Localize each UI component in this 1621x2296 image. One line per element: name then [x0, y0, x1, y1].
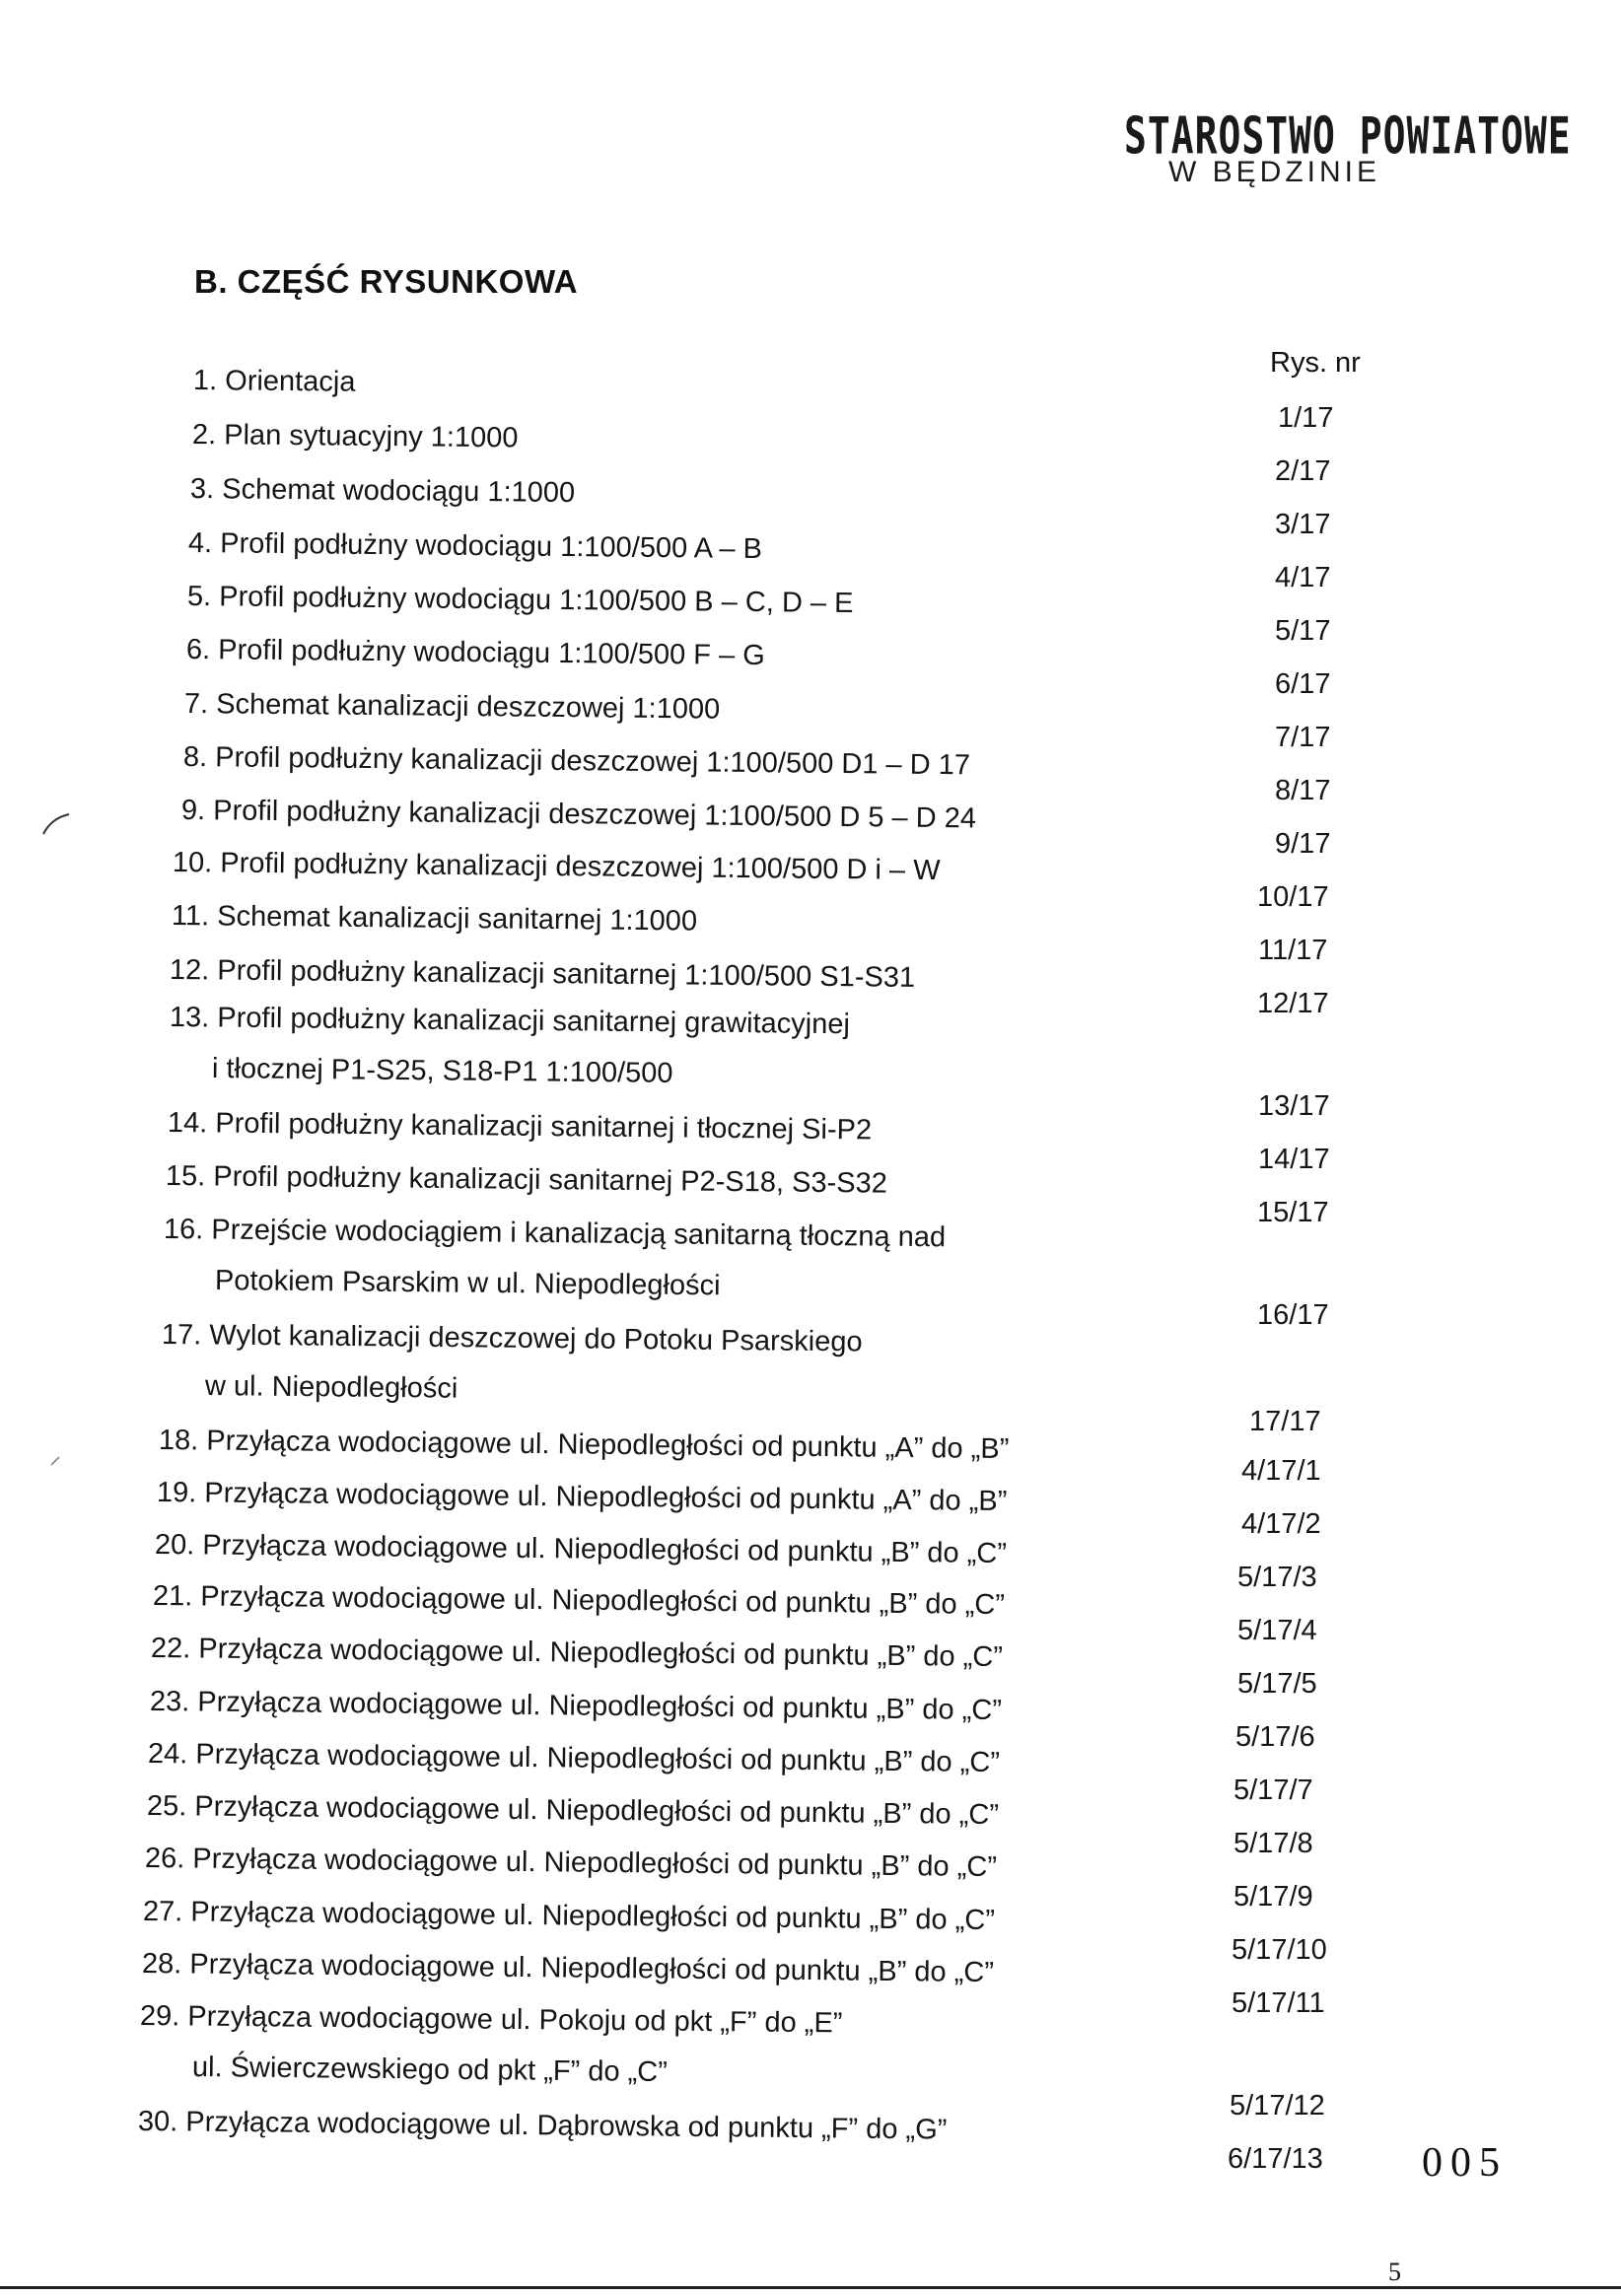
drawing-number: 5/17/3 [1237, 1562, 1317, 1593]
drawing-number: 5/17/10 [1232, 1934, 1327, 1966]
section-title: B. CZĘŚĆ RYSUNKOWA [194, 263, 579, 300]
drawing-number: 2/17 [1275, 455, 1331, 487]
drawing-list-item: 9. Profil podłużny kanalizacji deszczowej 1:100/500 D 5 – D 24 [180, 795, 977, 835]
drawing-number: 5/17 [1275, 615, 1331, 647]
drawing-list-item: 11. Schemat kanalizacji sanitarnej 1:1000 [171, 900, 698, 938]
drawing-list-item: 26. Przyłącza wodociągowe ul. Niepodległości od punktu „B” do „C” [144, 1843, 998, 1884]
drawing-number: 5/17/7 [1233, 1774, 1313, 1806]
stamp-office-city: W BĘDZINIE [1168, 156, 1381, 188]
drawing-list-item: 28. Przyłącza wodociągowe ul. Niepodległości od punktu „B” do „C” [141, 1948, 995, 1989]
drawing-list-item-continuation: w ul. Niepodległości [204, 1370, 458, 1405]
drawing-list-item: 30. Przyłącza wodociągowe ul. Dąbrowska od punktu „F” do „G” [137, 2106, 948, 2146]
drawing-list-item: 13. Profil podłużny kanalizacji sanitarnej grawitacyjnej [169, 1002, 851, 1041]
drawing-list-item: 7. Schemat kanalizacji deszczowej 1:1000 [183, 688, 721, 726]
drawing-list-item: 1. Orientacja [192, 365, 356, 398]
drawing-number: 4/17/1 [1241, 1455, 1321, 1487]
drawing-list-item: 5. Profil podłużny wodociągu 1:100/500 B – C, D – E [186, 581, 854, 620]
drawing-number: 12/17 [1257, 988, 1329, 1019]
drawing-list-item: 19. Przyłącza wodociągowe ul. Niepodległości od punktu „A” do „B” [156, 1477, 1008, 1518]
drawing-list-item: 16. Przejście wodociągiem i kanalizacją sanitarną tłoczną nad [163, 1214, 947, 1254]
drawing-list-item-continuation: i tłocznej P1-S25, S18-P1 1:100/500 [211, 1053, 673, 1089]
drawing-list-item: 21. Przyłącza wodociągowe ul. Niepodległości od punktu „B” do „C” [152, 1580, 1006, 1622]
drawing-list-item: 25. Przyłącza wodociągowe ul. Niepodległości od punktu „B” do „C” [146, 1790, 1000, 1832]
drawing-number: 11/17 [1258, 935, 1328, 966]
drawing-number: 6/17/13 [1228, 2143, 1323, 2175]
drawing-number: 5/17/11 [1232, 1987, 1325, 2019]
drawing-list-item: 23. Przyłącza wodociągowe ul. Niepodległości od punktu „B” do „C” [149, 1686, 1003, 1727]
drawing-number: 4/17/2 [1241, 1508, 1321, 1540]
drawing-list-item: 27. Przyłącza wodociągowe ul. Niepodległości od punktu „B” do „C” [142, 1896, 996, 1937]
drawing-number: 5/17/9 [1233, 1881, 1313, 1913]
drawing-list-item: 14. Profil podłużny kanalizacji sanitarnej i tłocznej Si-P2 [167, 1107, 873, 1147]
page-number: 5 [1388, 2258, 1401, 2286]
drawing-list-item: 20. Przyłącza wodociągowe ul. Niepodległości od punktu „B” do „C” [154, 1529, 1008, 1570]
drawing-number: 4/17 [1275, 562, 1331, 593]
drawing-list-item-continuation: ul. Świerczewskiego od pkt „F” do „C” [191, 2052, 669, 2089]
drawing-number: 15/17 [1257, 1197, 1329, 1228]
margin-pen-mark [39, 808, 99, 838]
drawing-number: 5/17/5 [1237, 1668, 1317, 1700]
drawing-list-item: 12. Profil podłużny kanalizacji sanitarnej 1:100/500 S1-S31 [169, 954, 916, 994]
drawing-list-item-continuation: Potokiem Psarskim w ul. Niepodległości [214, 1265, 721, 1302]
drawing-list-item: 24. Przyłącza wodociągowe ul. Niepodległości od punktu „B” do „C” [147, 1738, 1001, 1779]
drawing-list-item: 17. Wylot kanalizacji deszczowej do Potoku Psarskiego [161, 1319, 863, 1358]
drawing-number: 6/17 [1275, 668, 1331, 700]
drawing-number: 14/17 [1258, 1144, 1330, 1175]
drawing-list-item: 22. Przyłącza wodociągowe ul. Niepodległości od punktu „B” do „C” [150, 1633, 1004, 1674]
drawing-list-item: 29. Przyłącza wodociągowe ul. Pokoju od pkt „F” do „E” [139, 2000, 843, 2040]
drawing-number: 8/17 [1275, 775, 1331, 806]
drawing-number: 5/17/8 [1233, 1828, 1313, 1859]
drawing-list-item: 6. Profil podłużny wodociągu 1:100/500 F – G [185, 634, 765, 672]
drawing-list-item: 2. Plan sytuacyjny 1:1000 [191, 419, 519, 454]
margin-pen-mark [47, 1451, 67, 1471]
rys-column-header: Rys. nr [1270, 347, 1361, 379]
drawing-list-item: 18. Przyłącza wodociągowe ul. Niepodległości od punktu „A” do „B” [158, 1425, 1010, 1466]
drawing-number: 16/17 [1257, 1299, 1329, 1331]
drawing-number: 1/17 [1278, 402, 1334, 434]
drawing-number: 17/17 [1249, 1406, 1321, 1437]
drawing-number: 9/17 [1275, 828, 1331, 860]
document-number: 005 [1422, 2140, 1508, 2186]
drawing-list-item: 8. Profil podłużny kanalizacji deszczowej 1:100/500 D1 – D 17 [182, 741, 971, 782]
drawing-number: 3/17 [1275, 509, 1331, 540]
stamp-office-name: STAROSTWO POWIATOWE [1124, 106, 1572, 166]
drawing-number: 5/17/12 [1230, 2090, 1325, 2122]
drawing-number: 7/17 [1275, 722, 1331, 753]
drawing-list-item: 3. Schemat wodociągu 1:1000 [189, 473, 576, 510]
drawing-number: 5/17/4 [1237, 1615, 1317, 1646]
drawing-number: 5/17/6 [1235, 1721, 1315, 1753]
drawing-list-item: 10. Profil podłużny kanalizacji deszczowej 1:100/500 D i – W [172, 847, 941, 887]
drawing-list-item: 4. Profil podłużny wodociągu 1:100/500 A – B [187, 527, 763, 566]
drawing-number: 13/17 [1258, 1090, 1330, 1122]
drawing-list-item: 15. Profil podłużny kanalizacji sanitarnej P2-S18, S3-S32 [165, 1160, 887, 1200]
drawing-number: 10/17 [1257, 881, 1329, 913]
bottom-rule [0, 2286, 1621, 2289]
